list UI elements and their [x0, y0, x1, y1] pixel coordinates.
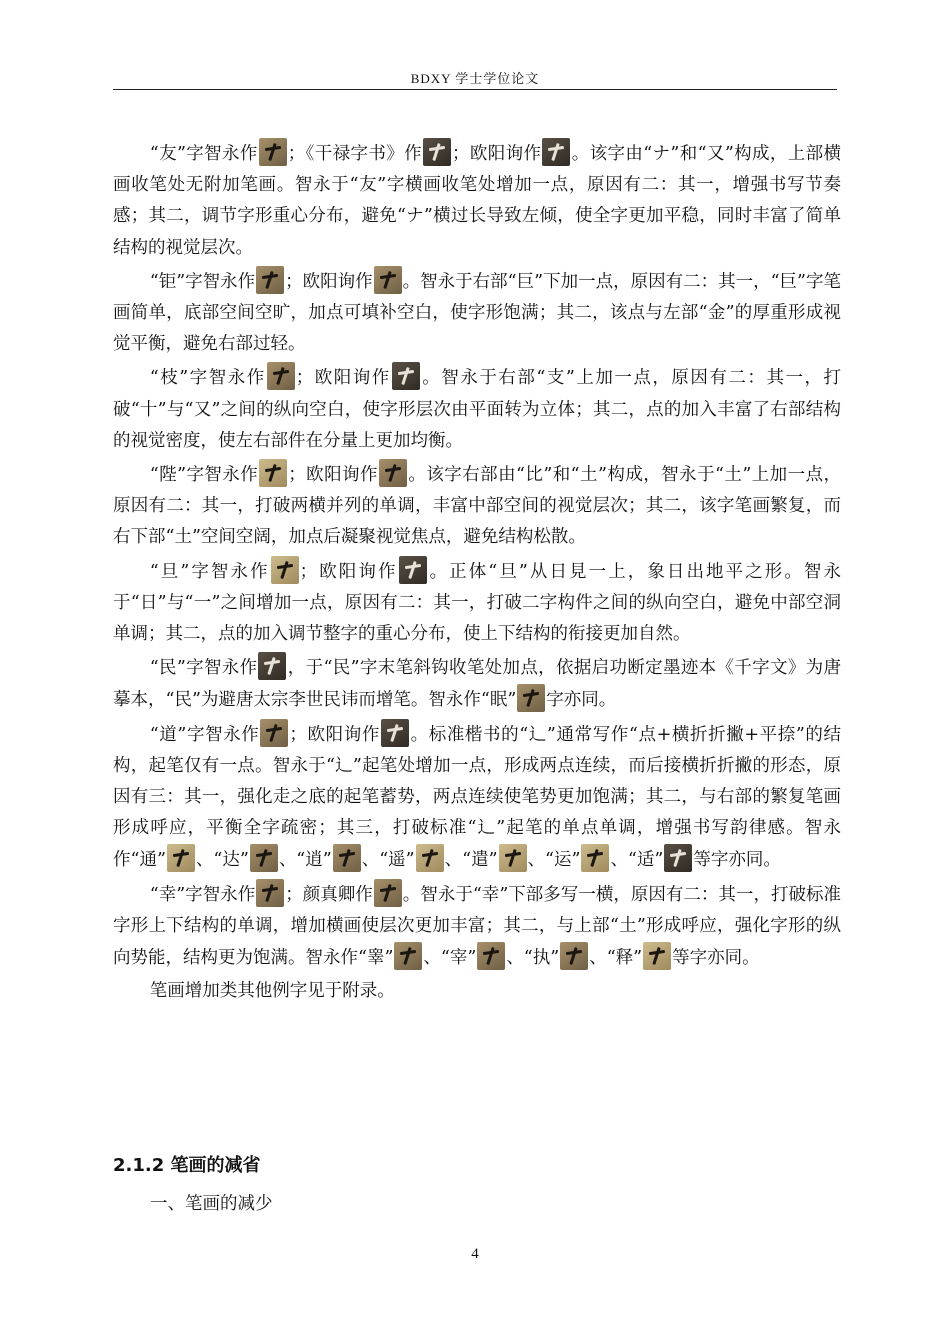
calligraphy-glyph-image: [267, 362, 295, 390]
calligraphy-glyph-image: [258, 652, 286, 680]
text-segment: ；欧阳询作: [295, 368, 391, 389]
calligraphy-glyph-image: [379, 459, 407, 487]
section-title: 2.1.2 笔画的减省: [113, 1155, 261, 1176]
text-segment: ；颜真卿作: [285, 884, 373, 905]
text-segment: 。该字由“ナ”和“又”构成，上部横画收笔处无附加笔画。智永于“友”字横画收笔处增加一点，原因有二：其一，增强书写节奏感；其二，调节字形重心分布，避免“ナ”横过长导致左倾，使全字更加平稳，同时丰富了简单结构的视觉层次。: [113, 144, 841, 258]
text-segment: “友”字智永作: [149, 144, 258, 164]
calligraphy-glyph-image: [271, 556, 299, 584]
text-segment: “道”字智永作: [149, 724, 260, 745]
text-segment: 字亦同。: [546, 690, 617, 711]
calligraphy-glyph-image: [374, 266, 402, 294]
body-paragraph: [113, 719, 841, 877]
text-segment: 。智永于右部“巨”下加一点，原因有二：其一，“巨”字笔画简单，底部空间空旷，加点可填补空白，使字形饱满；其二，该点与左部“金”的厚重形成视觉平衡，避免右部过轻。: [113, 271, 841, 355]
body-paragraph: [113, 976, 841, 1007]
text-segment: ；欧阳询作: [299, 561, 398, 582]
text-segment: ；欧阳询作: [289, 724, 380, 745]
text-segment: 、“遣”: [444, 850, 498, 871]
body-paragraph: [113, 879, 841, 975]
calligraphy-glyph-image: [394, 942, 422, 970]
text-segment: 、“逍”: [278, 850, 332, 871]
text-segment: 、“达”: [195, 850, 249, 871]
text-segment: 。智永于“幸”下部多写一横，原因有二：其一，打破标准字形上下结构的单调，增加横画使层次更加丰富；其二，与上部“土”形成呼应，强化字形的纵向势能，结构更为饱满。智永作“睾”: [113, 884, 841, 969]
calligraphy-glyph-image: [416, 844, 444, 872]
text-segment: 、“遥”: [361, 850, 415, 871]
calligraphy-glyph-image: [256, 879, 284, 907]
calligraphy-glyph-image: [167, 844, 195, 872]
text-segment: “旦”字智永作: [149, 561, 270, 582]
text-segment: “枝”字智永作: [149, 368, 266, 389]
text-segment: “民”字智永作: [149, 658, 258, 679]
calligraphy-glyph-image: [399, 556, 427, 584]
calligraphy-glyph-image: [423, 138, 451, 166]
text-segment: 等字亦同。: [672, 948, 760, 969]
page-number: 4: [471, 1246, 479, 1262]
text-segment: 。标准楷书的“辶”通常写作“点+横折折撇+平捺”的结构，起笔仅有一点。智永于“辶”起笔处增加一点，形成两点连续，而后接横折折撇的形态，原因有三：其一，强化走之底的起笔蓄势，两点连续使笔势更加饱满；其二，与右部的繁复笔画形成呼应，平衡全字疏密；其三，打破标准“辶”起笔的单点单调，增强书写韵律感。智永作“通”: [113, 724, 841, 871]
calligraphy-glyph-image: [477, 942, 505, 970]
body-paragraph: [113, 652, 841, 716]
body-paragraph: [113, 362, 841, 457]
calligraphy-glyph-image: [643, 942, 671, 970]
body-paragraph: [113, 556, 841, 651]
main-body-text: [113, 138, 841, 1009]
text-segment: ；欧阳询作: [452, 144, 542, 164]
body-paragraph: [113, 138, 841, 264]
text-segment: 、“释”: [589, 948, 643, 969]
text-segment: ；欧阳询作: [288, 465, 378, 486]
text-segment: ；《干禄字书》作: [287, 144, 422, 164]
running-header: BDXY 学士学位论文: [410, 71, 540, 86]
calligraphy-glyph-image: [499, 844, 527, 872]
calligraphy-glyph-image: [664, 844, 692, 872]
calligraphy-glyph-image: [581, 844, 609, 872]
text-segment: 等字亦同。: [693, 850, 781, 871]
calligraphy-glyph-image: [517, 684, 545, 712]
text-segment: 、“运”: [527, 850, 581, 871]
text-segment: “幸”字智永作: [149, 884, 256, 905]
text-segment: 、“宰”: [423, 948, 477, 969]
body-paragraph: [113, 266, 841, 361]
text-segment: 、“执”: [506, 948, 560, 969]
text-segment: ；欧阳询作: [285, 271, 373, 292]
text-segment: 。该字右部由“比”和“土”构成，智永于“土”上加一点，原因有二：其一，打破两横并列的单调，丰富中部空间的视觉层次；其二，该字笔画繁复，而右下部“土”空间空阔，加点后凝聚视觉焦点，避免结构松散。: [113, 465, 841, 548]
calligraphy-glyph-image: [260, 719, 288, 747]
calligraphy-glyph-image: [381, 719, 409, 747]
calligraphy-glyph-image: [560, 942, 588, 970]
calligraphy-glyph-image: [392, 362, 420, 390]
text-segment: 、“适”: [610, 850, 664, 871]
calligraphy-glyph-image: [333, 844, 361, 872]
calligraphy-glyph-image: [250, 844, 278, 872]
calligraphy-glyph-image: [542, 138, 570, 166]
subheading: 一、笔画的减少: [150, 1194, 273, 1214]
body-paragraph: [113, 459, 841, 554]
header-rule: [113, 89, 837, 90]
text-segment: “陛”字智永作: [149, 465, 259, 486]
calligraphy-glyph-image: [374, 879, 402, 907]
text-segment: 。智永于右部“支”上加一点，原因有二：其一，打破“十”与“又”之间的纵向空白，使字形层次由平面转为立体；其二，点的加入丰富了右部结构的视觉密度，使左右部件在分量上更加均衡。: [113, 368, 841, 451]
calligraphy-glyph-image: [259, 459, 287, 487]
calligraphy-glyph-image: [256, 266, 284, 294]
text-segment: ，于“民”字末笔斜钩收笔处加点，依据启功断定墨迹本《千字文》为唐摹本，“民”为避唐太宗李世民讳而增笔。智永作“眠”: [113, 658, 841, 711]
text-segment: 。正体“旦”从日見一上，象日出地平之形。智永于“日”与“一”之间增加一点，原因有二：其一，打破二字构件之间的纵向空白，避免中部空洞单调；其二，点的加入调节整字的重心分布，使上下结构的衔接更加自然。: [113, 561, 841, 645]
calligraphy-glyph-image: [259, 138, 287, 166]
text-segment: 笔画增加类其他例字见于附录。: [149, 981, 395, 1002]
text-segment: “钜”字智永作: [149, 271, 256, 292]
